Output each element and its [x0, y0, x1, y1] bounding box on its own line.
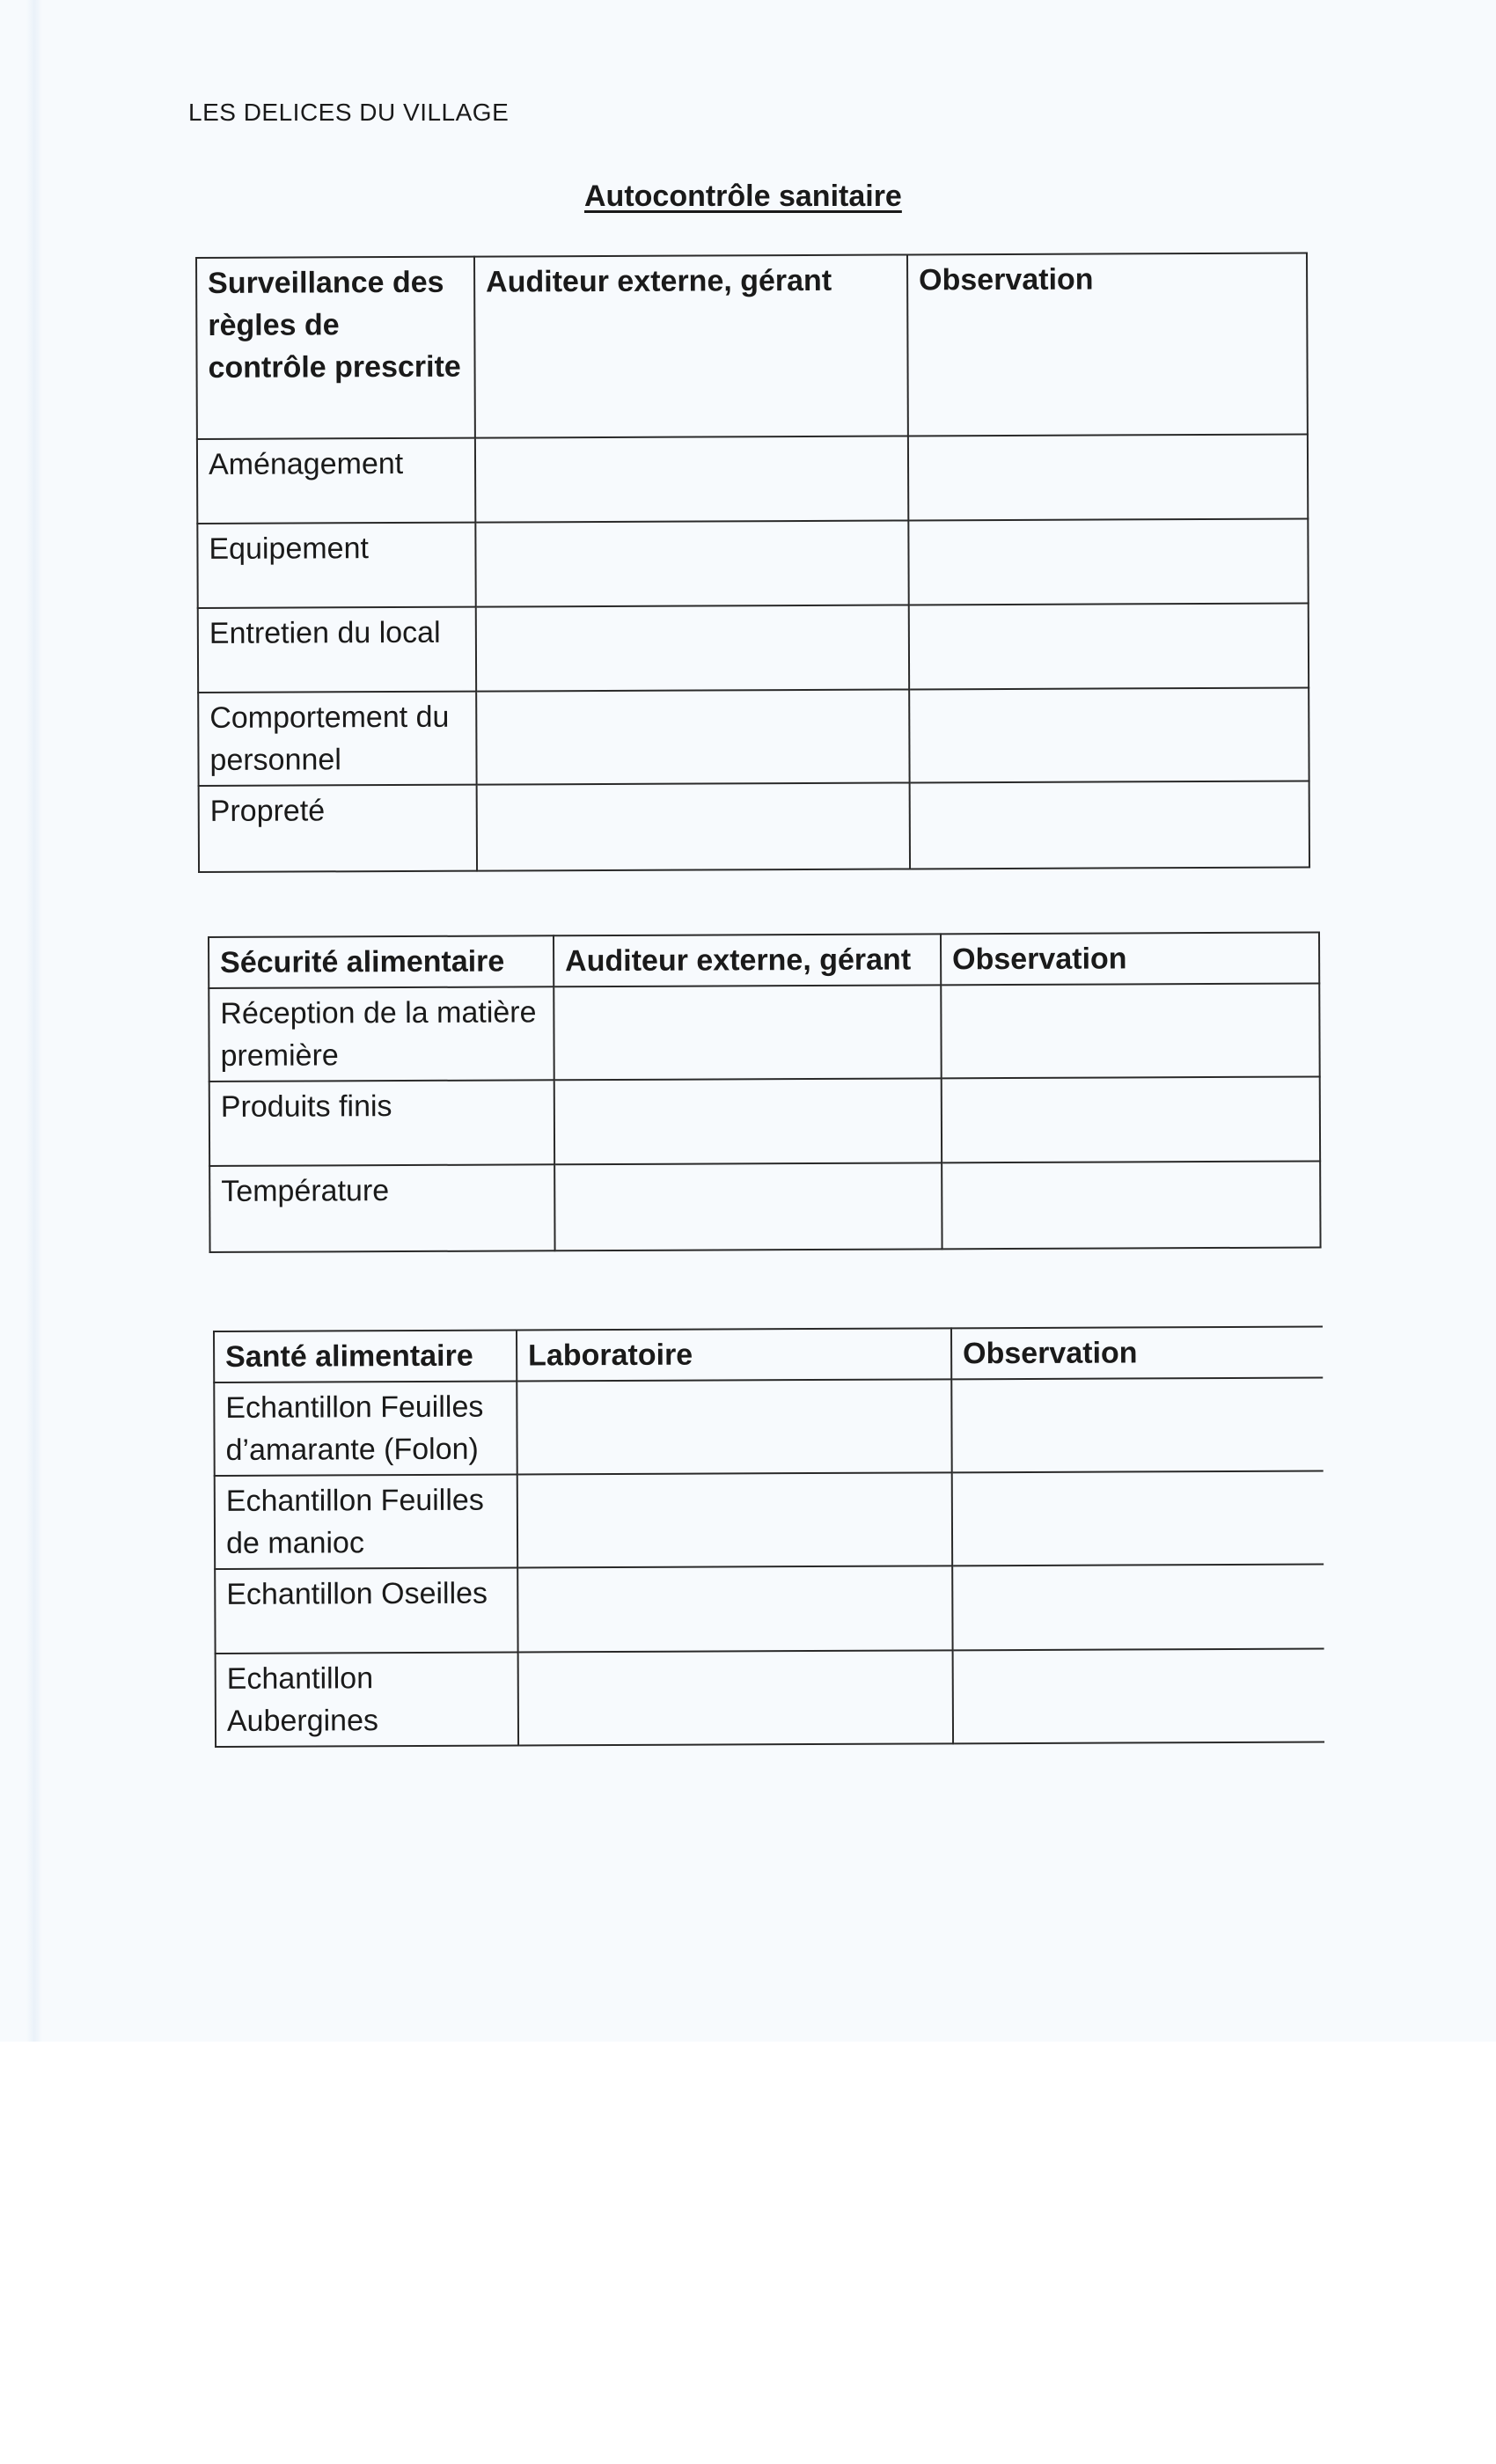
table-row — [214, 1377, 1323, 1475]
observation-cell — [952, 1564, 1324, 1650]
row-label: Entretien du local — [198, 607, 476, 693]
laboratory-cell — [517, 1566, 952, 1652]
column-header: Observation — [951, 1326, 1323, 1379]
table-row — [215, 1470, 1324, 1568]
table-row — [197, 434, 1308, 524]
scan-edge-shadow — [26, 0, 42, 2042]
control-rules-table — [195, 252, 1310, 873]
observation-cell — [951, 1377, 1323, 1472]
observation-cell — [941, 983, 1319, 1078]
row-label: Echantillon Oseilles — [215, 1567, 517, 1654]
column-header: Observation — [941, 932, 1319, 985]
table-row — [199, 781, 1309, 872]
observation-cell — [909, 603, 1309, 689]
row-label: Réception de la matière première — [209, 986, 554, 1082]
table-row — [216, 1648, 1324, 1746]
column-header: Auditeur externe, gérant — [474, 254, 908, 437]
row-label: Produits finis — [209, 1080, 554, 1166]
auditor-cell — [475, 520, 908, 606]
table-header-row — [196, 253, 1308, 439]
auditor-cell — [476, 605, 909, 691]
row-label: Aménagement — [197, 438, 475, 524]
column-header: Observation — [907, 253, 1308, 436]
column-header: Surveillance des règles de contrôle prescrite — [196, 257, 475, 439]
auditor-cell — [476, 689, 909, 784]
observation-cell — [942, 1161, 1320, 1249]
table-header-row — [209, 932, 1319, 988]
laboratory-cell — [518, 1650, 953, 1745]
table-row — [198, 687, 1309, 786]
auditor-cell — [475, 436, 908, 522]
observation-cell — [908, 518, 1308, 605]
auditor-cell — [477, 782, 910, 870]
row-label: Equipement — [197, 523, 475, 608]
table-row — [215, 1564, 1324, 1653]
table-header-row — [214, 1326, 1323, 1382]
row-label: Echantillon Feuilles de manioc — [215, 1474, 517, 1569]
table-row — [198, 603, 1309, 693]
table-row — [197, 518, 1308, 608]
row-label: Echantillon Aubergines — [216, 1652, 518, 1746]
observation-cell — [908, 434, 1308, 520]
document-title: Autocontrôle sanitaire — [584, 180, 902, 213]
table-row — [209, 1161, 1320, 1252]
auditor-cell — [554, 1162, 942, 1250]
row-label: Température — [209, 1164, 554, 1252]
company-name: LES DELICES DU VILLAGE — [188, 99, 510, 126]
column-header: Santé alimentaire — [214, 1330, 517, 1382]
food-health-table — [213, 1325, 1324, 1747]
observation-cell — [910, 781, 1309, 869]
row-label: Propreté — [199, 785, 477, 872]
food-safety-table — [208, 931, 1322, 1253]
auditor-cell — [554, 1078, 942, 1164]
auditor-cell — [554, 985, 941, 1080]
observation-cell — [952, 1470, 1324, 1566]
observation-cell — [942, 1076, 1320, 1162]
row-label: Echantillon Feuilles d’amarante (Folon) — [214, 1381, 517, 1475]
observation-cell — [953, 1648, 1324, 1743]
laboratory-cell — [517, 1379, 951, 1474]
observation-cell — [909, 687, 1309, 782]
laboratory-cell — [517, 1472, 952, 1567]
row-label: Comportement du personnel — [198, 692, 476, 786]
column-header: Sécurité alimentaire — [209, 935, 554, 988]
column-header: Auditeur externe, gérant — [554, 934, 941, 986]
column-header: Laboratoire — [517, 1328, 951, 1381]
table-row — [209, 1076, 1320, 1166]
table-row — [209, 983, 1319, 1082]
